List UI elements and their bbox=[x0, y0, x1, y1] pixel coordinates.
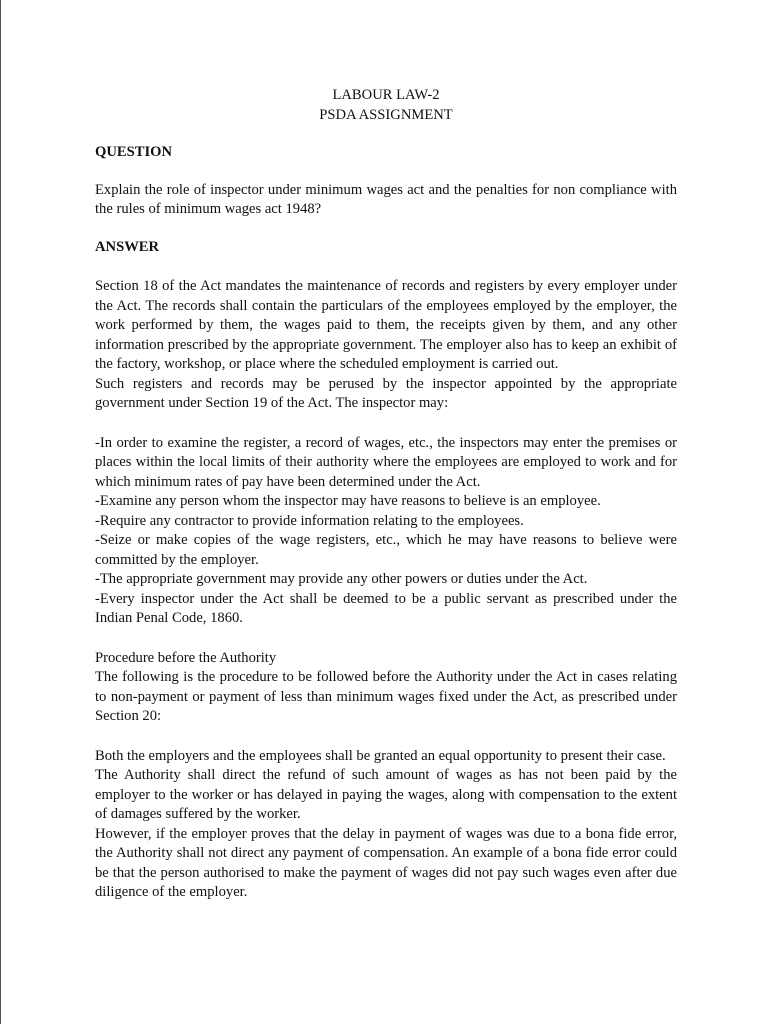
procedure-point: However, if the employer proves that the delay in payment of wages was due to a bona fide error, the Authority shall not direct any payment of compensation. An example of a bona fide error could be that the person authorised to make the payment of wages did not pay such wages even after due diligence of the employer. bbox=[95, 825, 677, 900]
inspector-point: -In order to examine the register, a record of wages, etc., the inspectors may enter the premises or places within the local limits of their authority where the employees are employed to work and for which minimum rates of pay have been determined under the Act. bbox=[95, 434, 677, 490]
page-left-edge bbox=[0, 0, 1, 1024]
procedure-point: Both the employers and the employees shall be granted an equal opportunity to present their case. bbox=[95, 747, 666, 764]
procedure-point: The Authority shall direct the refund of such amount of wages as has not been paid by the employer to the worker or has delayed in paying the wages, along with compensation to the extent of damages suffered by the worker. bbox=[95, 767, 677, 822]
inspector-point: -Require any contractor to provide information relating to the employees. bbox=[95, 512, 524, 529]
document-title-line1: LABOUR LAW-2 bbox=[332, 87, 440, 103]
inspector-point: -Every inspector under the Act shall be deemed to be a public servant as prescribed under the Indian Penal Code, 1860. bbox=[95, 590, 677, 626]
answer-heading: ANSWER bbox=[95, 238, 160, 255]
inspector-point: -Examine any person whom the inspector may have reasons to believe is an employee. bbox=[95, 493, 601, 509]
document-body bbox=[95, 86, 677, 903]
inspector-point: -The appropriate government may provide any other powers or duties under the Act. bbox=[95, 571, 588, 587]
answer-paragraph-2: Such registers and records may be perused by the inspector appointed by the appropriate government under Section 19 of the Act. The inspector may: bbox=[95, 375, 677, 411]
procedure-heading: Procedure before the Authority bbox=[95, 649, 277, 666]
inspector-point: -Seize or make copies of the wage registers, etc., which he may have reasons to believe were committed by the employer. bbox=[95, 532, 677, 568]
question-text: Explain the role of inspector under minimum wages act and the penalties for non compliance with the rules of minimum wages act 1948? bbox=[95, 181, 677, 217]
question-heading: QUESTION bbox=[95, 144, 173, 160]
document-title-line2: PSDA ASSIGNMENT bbox=[319, 106, 453, 123]
procedure-intro: The following is the procedure to be followed before the Authority under the Act in cases relating to non-payment or payment of less than minimum wages fixed under the Act, as prescribed under Section 20: bbox=[95, 669, 677, 724]
answer-paragraph-1: Section 18 of the Act mandates the maintenance of records and registers by every employer under the Act. The records shall contain the particulars of the employees employed by the employer, the work performed by them, the wages paid to them, the receipts given by them, and any other information prescribed by the appropriate government. The employer also has to keep an exhibit of the factory, workshop, or place where the scheduled employment is carried out. bbox=[95, 278, 677, 372]
